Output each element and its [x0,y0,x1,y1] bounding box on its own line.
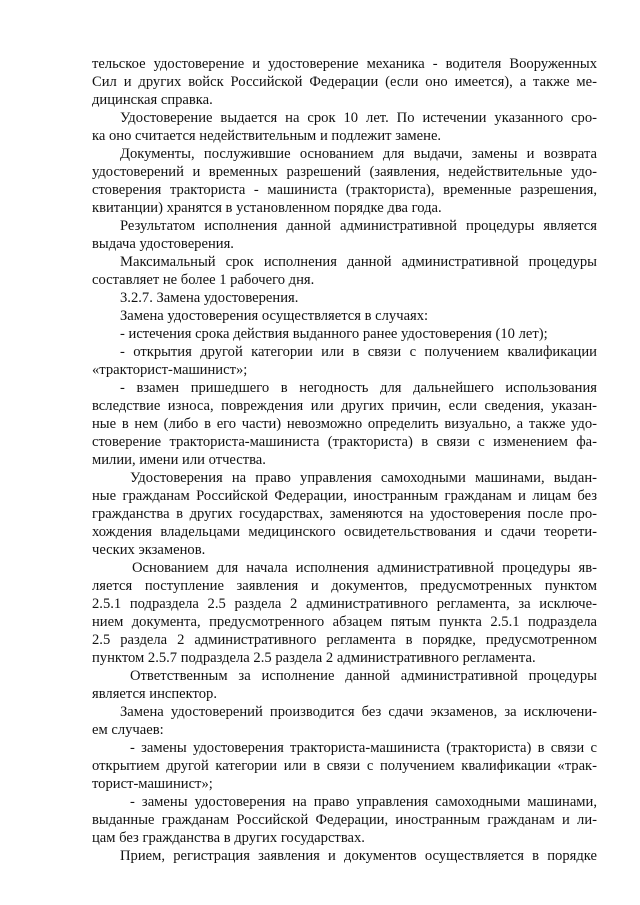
text-line: торист-машинист»; [92,776,213,792]
text-line: составляет не более 1 рабочего дня. [92,272,315,288]
text-line: выдача удостоверения. [92,236,234,252]
text-line: стоверения тракториста - машиниста (тракториста), временные разрешения, [92,182,597,198]
text-line: Прием, регистрация заявления и документов осуществляется в порядке [120,848,597,864]
text-line: ческих экзаменов. [92,542,206,558]
text-line: нием документа, предусмотренного абзацем пятым пункта 2.5.1 подраздела [92,614,597,630]
text-line: милии, имени или отчества. [92,452,266,468]
text-line: тельское удостоверение и удостоверение механика - водителя Вооруженных [92,56,597,72]
text-line: 2.5.1 подраздела 2.5 раздела 2 административного регламента, за исключе- [92,596,597,612]
list-item: - замены удостоверения на право управления самоходными машинами, [130,794,597,810]
text-line: пунктом 2.5.7 подраздела 2.5 раздела 2 административного регламента. [92,650,536,666]
text-line: ляется поступление заявления и документов, предусмотренных пунктом [92,578,597,594]
text-line: гражданства в других государствах, заменяются на удостоверения после про- [92,506,597,522]
text-line: Максимальный срок исполнения данной административной процедуры [120,254,597,270]
text-line: ные в нем (либо в его части) невозможно определить визуально, а также удо- [92,416,597,432]
text-line: хождения владельцами медицинского освидетельствования и сдачи теорети- [92,524,597,540]
text-line: «тракторист-машинист»; [92,362,248,378]
text-line: Ответственным за исполнение данной административной процедуры [130,668,597,684]
text-line: Основанием для начала исполнения административной процедуры яв- [132,560,597,576]
text-line: 2.5 раздела 2 административного регламента в порядке, предусмотренном [92,632,597,648]
text-line: ем случаев: [92,722,164,738]
text-line: Замена удостоверений производится без сдачи экзаменов, за исключени- [120,704,597,720]
text-line: удостоверений и временных разрешений (заявления, недействительные удо- [92,164,597,180]
list-item: - замены удостоверения тракториста-машиниста (тракториста) в связи с [130,740,597,756]
text-line: Документы, послужившие основанием для выдачи, замены и возврата [120,146,597,162]
text-line: открытием другой категории или в связи с получением квалификации «трак- [92,758,597,774]
text-line: ные гражданам Российской Федерации, иностранным гражданам и лицам без [92,488,597,504]
text-line: дицинская справка. [92,92,213,108]
text-line: Удостоверение выдается на срок 10 лет. По истечении указанного сро- [120,110,597,126]
text-line: ка оно считается недействительным и подлежит замене. [92,128,442,144]
text-line: Результатом исполнения данной административной процедуры является [120,218,597,234]
text-line: выданные гражданам Российской Федерации, иностранным гражданам и ли- [92,812,597,828]
text-line: является инспектор. [92,686,217,702]
text-line: стоверение тракториста-машиниста (тракториста) в связи с изменением фа- [92,434,597,450]
list-item: - взамен пришедшего в негодность для дальнейшего использования [120,380,597,396]
text-line: Сил и других войск Российской Федерации (если оно имеется), а также ме- [92,74,597,90]
text-line: цам без гражданства в других государствах. [92,830,365,846]
list-item: - открытия другой категории или в связи с получением квалификации [120,344,597,360]
text-line: вследствие износа, повреждения или других причин, если сведения, указан- [92,398,597,414]
text-line: квитанции) хранятся в установленном порядке два года. [92,200,442,216]
text-line: Удостоверения на право управления самоходными машинами, выдан- [130,470,597,486]
text-line: Замена удостоверения осуществляется в случаях: [120,308,429,324]
list-item: - истечения срока действия выданного ранее удостоверения (10 лет); [120,326,548,342]
section-heading: 3.2.7. Замена удостоверения. [120,290,299,306]
